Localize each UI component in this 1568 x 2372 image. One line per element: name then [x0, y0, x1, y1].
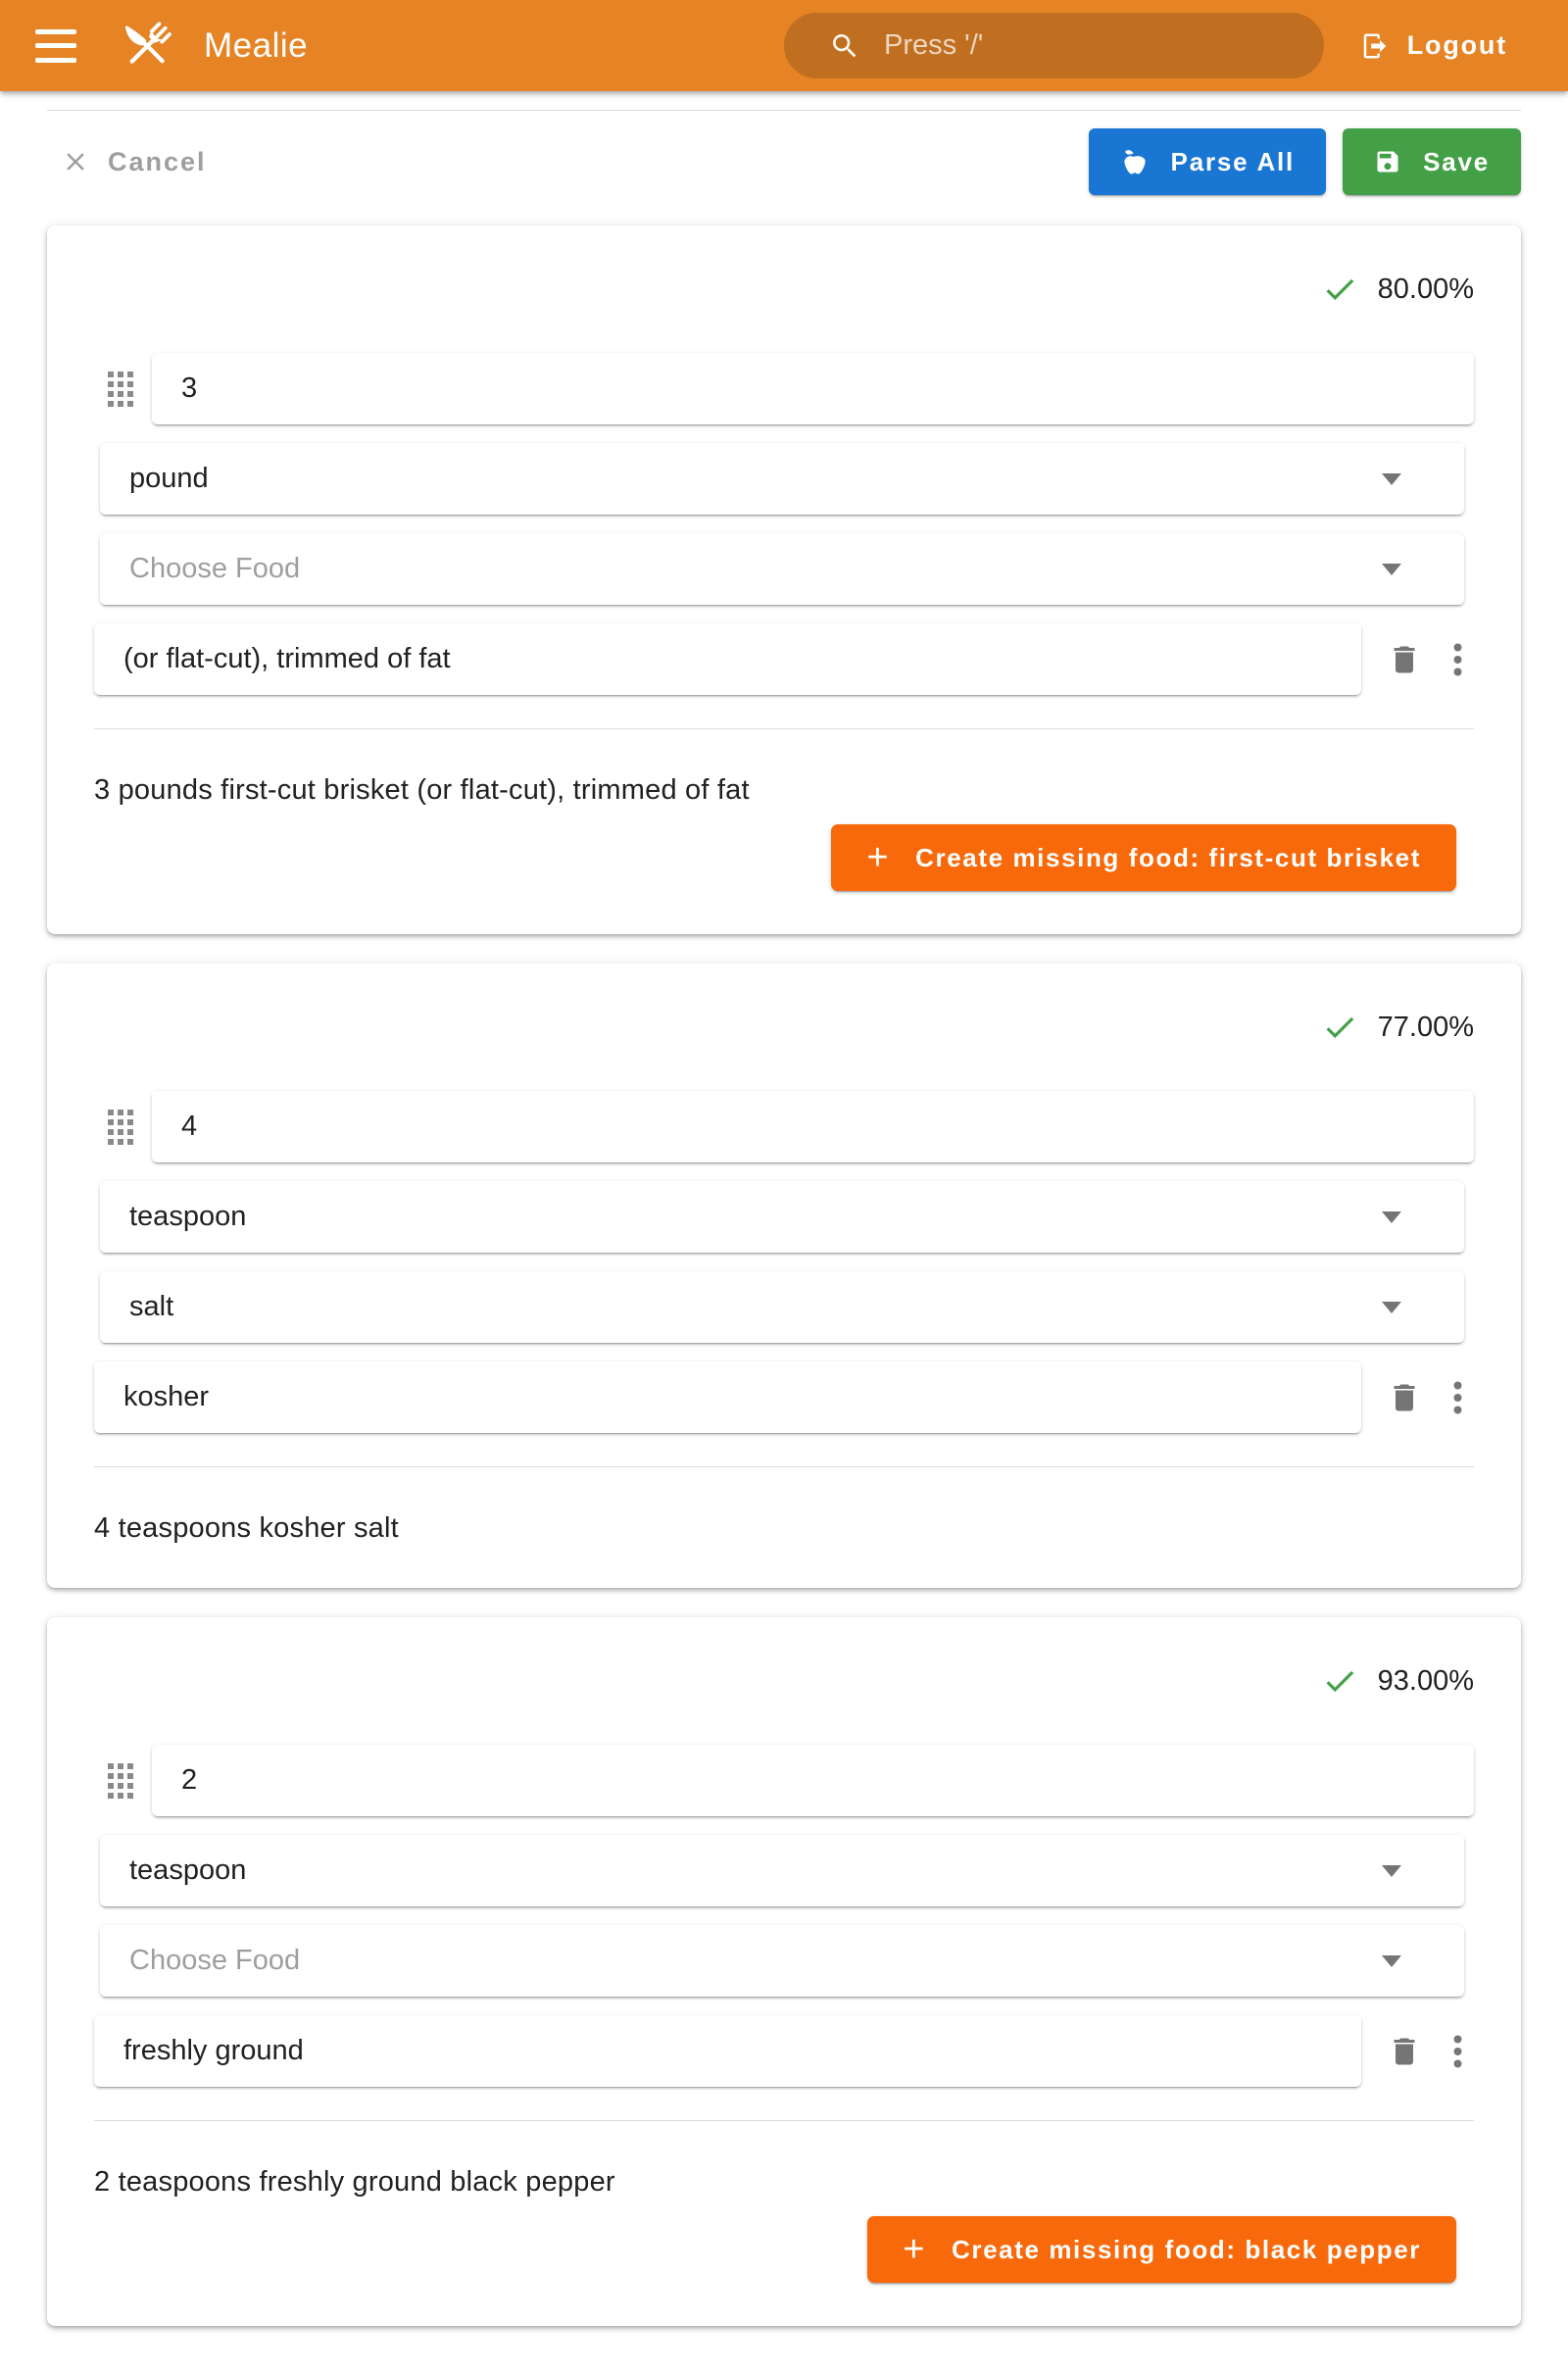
unit-select[interactable]	[100, 1181, 1464, 1253]
dropdown-arrow-icon	[1382, 1211, 1401, 1223]
cancel-label: Cancel	[108, 146, 207, 176]
dropdown-arrow-icon	[1382, 1865, 1401, 1877]
note-value: (or flat-cut), trimmed of fat	[123, 643, 451, 674]
note-value: kosher	[123, 1381, 210, 1412]
search-icon	[829, 30, 860, 62]
create-missing-food-label: Create missing food: black pepper	[951, 2234, 1421, 2264]
card-divider	[94, 1466, 1474, 1467]
quantity-input[interactable]	[152, 1745, 1474, 1816]
confidence-row	[94, 271, 1474, 308]
delete-button[interactable]	[1387, 641, 1422, 678]
menu-icon[interactable]	[35, 29, 76, 63]
food-placeholder: Choose Food	[129, 553, 301, 584]
quantity-value: 4	[181, 1111, 198, 1142]
food-placeholder: Choose Food	[129, 1945, 301, 1976]
parse-all-label: Parse All	[1170, 146, 1296, 176]
trash-icon	[1387, 2033, 1422, 2070]
quantity-input[interactable]	[152, 353, 1474, 424]
unit-select[interactable]	[100, 1835, 1464, 1906]
quantity-value: 3	[181, 372, 198, 404]
unit-value: teaspoon	[129, 1201, 247, 1232]
trash-icon	[1387, 1379, 1422, 1416]
confidence-value: 93.00%	[1377, 1664, 1474, 1697]
logout-icon	[1360, 31, 1390, 61]
food-select[interactable]	[100, 1271, 1464, 1343]
dropdown-arrow-icon	[1382, 1302, 1401, 1313]
drag-handle-icon[interactable]	[108, 1110, 133, 1145]
card-divider	[94, 2120, 1474, 2121]
apple-icon	[1120, 147, 1150, 176]
save-icon	[1374, 148, 1401, 175]
logout-label: Logout	[1406, 30, 1507, 60]
more-options-button[interactable]	[1453, 2035, 1462, 2068]
create-missing-food-button[interactable]	[867, 2216, 1456, 2283]
more-options-button[interactable]	[1453, 1381, 1462, 1414]
note-input[interactable]	[94, 1361, 1361, 1433]
confidence-row	[94, 1662, 1474, 1700]
kebab-icon	[1453, 2035, 1462, 2068]
quantity-input[interactable]	[152, 1091, 1474, 1162]
kebab-icon	[1453, 1381, 1462, 1414]
save-label: Save	[1423, 146, 1490, 176]
quantity-value: 2	[181, 1764, 198, 1796]
note-input[interactable]	[94, 623, 1361, 695]
food-value: salt	[129, 1291, 174, 1322]
app-logo-icon	[116, 15, 178, 77]
check-icon	[1321, 1662, 1358, 1700]
plus-icon	[903, 2231, 926, 2268]
close-icon	[61, 147, 90, 176]
ingredient-card	[47, 225, 1521, 934]
search-placeholder: Press '/'	[884, 29, 984, 61]
app-title: Mealie	[204, 25, 309, 65]
dropdown-arrow-icon	[1382, 473, 1401, 485]
toolbar	[47, 127, 1521, 196]
food-select[interactable]	[100, 1925, 1464, 1997]
search-input[interactable]	[784, 13, 1324, 78]
dropdown-arrow-icon	[1382, 564, 1401, 575]
drag-handle-icon[interactable]	[108, 371, 133, 407]
original-ingredient-text: 4 teaspoons kosher salt	[94, 1512, 399, 1544]
card-divider	[94, 728, 1474, 729]
create-missing-food-button[interactable]	[831, 824, 1456, 891]
logout-button[interactable]	[1360, 0, 1507, 91]
delete-button[interactable]	[1387, 2033, 1422, 2070]
check-icon	[1321, 1009, 1358, 1046]
drag-handle-icon[interactable]	[108, 1763, 133, 1799]
unit-value: pound	[129, 463, 209, 494]
check-icon	[1321, 271, 1358, 308]
unit-value: teaspoon	[129, 1854, 247, 1886]
app-header	[0, 0, 1568, 91]
note-input[interactable]	[94, 2015, 1361, 2087]
kebab-icon	[1453, 643, 1462, 676]
note-value: freshly ground	[123, 2035, 304, 2066]
confidence-row	[94, 1009, 1474, 1046]
parser-page	[0, 110, 1568, 2326]
trash-icon	[1387, 641, 1422, 678]
confidence-value: 80.00%	[1377, 272, 1474, 305]
create-missing-food-label: Create missing food: first-cut brisket	[915, 842, 1421, 872]
parse-all-button[interactable]	[1089, 128, 1327, 195]
cancel-button[interactable]	[47, 147, 207, 177]
delete-button[interactable]	[1387, 1379, 1422, 1416]
original-ingredient-text: 3 pounds first-cut brisket (or flat-cut), trimmed of fat	[94, 774, 750, 806]
unit-select[interactable]	[100, 443, 1464, 515]
ingredient-card	[47, 1617, 1521, 2326]
original-ingredient-text: 2 teaspoons freshly ground black pepper	[94, 2166, 615, 2198]
confidence-value: 77.00%	[1377, 1011, 1474, 1043]
dropdown-arrow-icon	[1382, 1955, 1401, 1967]
food-select[interactable]	[100, 533, 1464, 605]
more-options-button[interactable]	[1453, 643, 1462, 676]
save-button[interactable]	[1343, 128, 1521, 195]
page-divider	[47, 110, 1521, 111]
plus-icon	[866, 839, 890, 876]
ingredient-card	[47, 964, 1521, 1588]
